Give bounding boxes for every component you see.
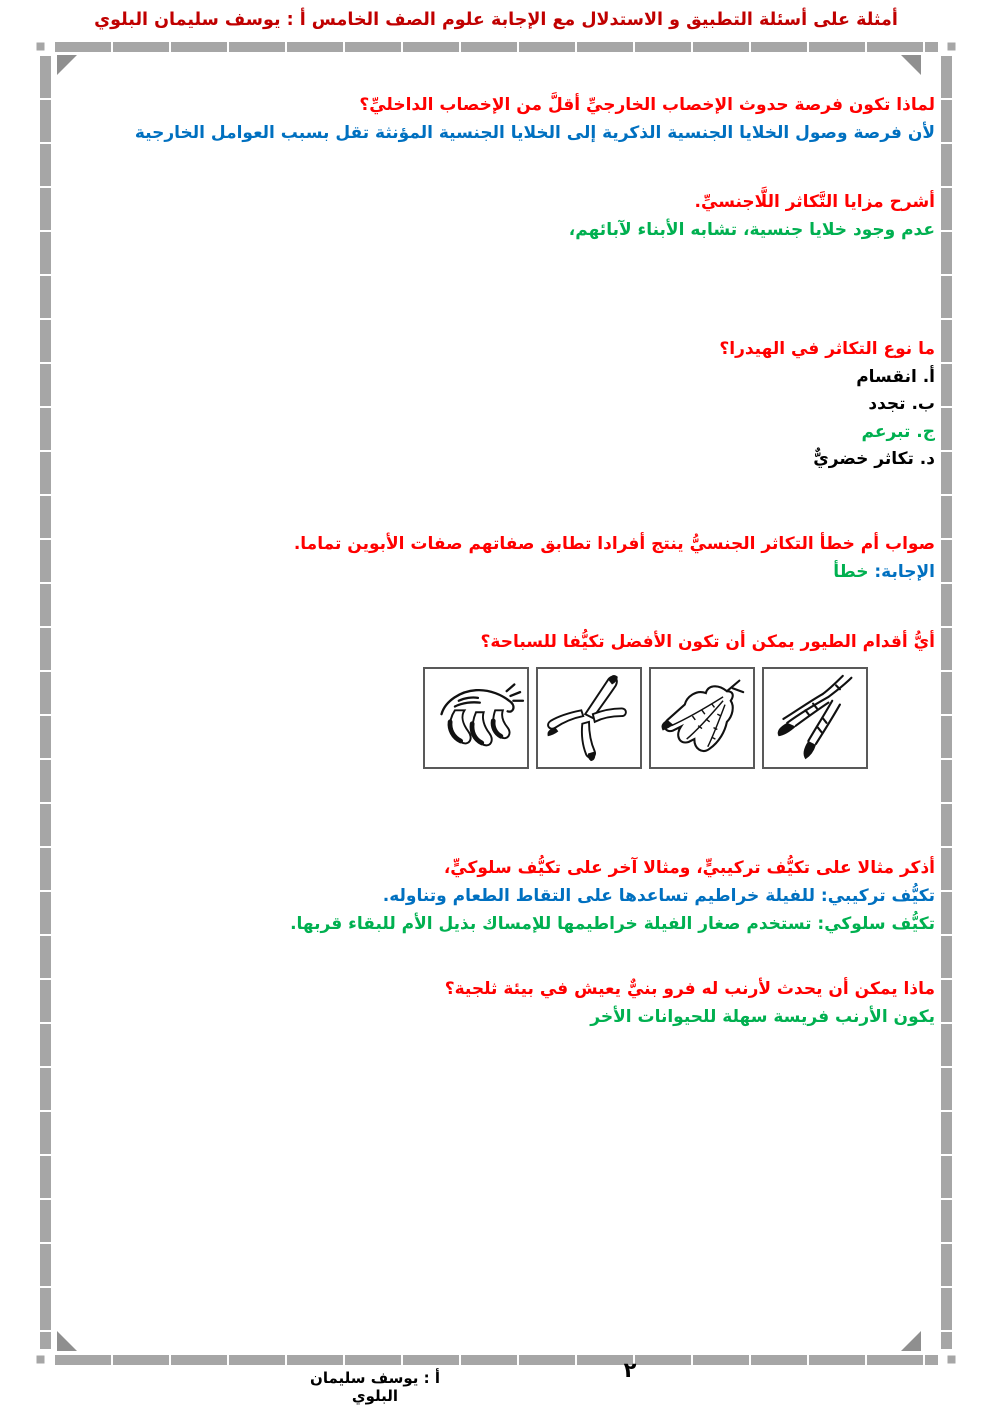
bird-foot-two-long-toes-icon [762,667,868,769]
question-2-text: أشرح مزايا التَّكاثر اللَّاجنسيِّ. [694,192,935,212]
border-triangle-top-right-icon [901,55,921,75]
border-triangle-bottom-left-icon [57,1331,77,1351]
bird-foot-curved-talons-icon [423,667,529,769]
question-5-text: أيُّ أقدام الطيور يمكن أن تكون الأفضل تكيُّفا للسباحة؟ [480,632,935,652]
option-d: د. تكاثر خضريٌّ [813,449,935,469]
option-b: ب. تجدد [868,394,935,414]
border-corner-square-top-left [35,41,46,52]
border-corner-square-bottom-left [35,1354,46,1365]
question-block-5 [70,629,935,657]
answer-6-structural: تكيُّف تركيبي: للفيلة خراطيم تساعدها على التقاط الطعام وتناوله. [382,886,935,906]
question-7-text: ماذا يمكن أن يحدث لأرنب له فرو بنيٌّ يعيش في بيئة ثلجية؟ [444,979,935,999]
page-header-title: أمثلة على أسئلة التطبيق و الاستدلال مع الإجابة علوم الصف الخامس أ : يوسف سليمان البلوي [94,10,898,30]
question-1-text: لماذا تكون فرصة حدوث الإخصاب الخارجيِّ أقلَّ من الإخصاب الداخليِّ؟ [359,95,935,115]
answer-6-behavioral: تكيُّف سلوكي: تستخدم صغار الفيلة خراطيمها للإمساك بذيل الأم للبقاء قربها. [290,914,935,934]
footer-page-number: ٢ [623,1358,637,1382]
page-border-left [40,56,51,1349]
question-3-text: ما نوع التكاثر في الهيدرا؟ [719,339,935,359]
bird-feet-figures-row [423,667,868,769]
question-block-2 [70,189,935,244]
answer-4-label: الإجابة: [868,561,935,582]
answer-4-line [70,559,935,587]
answer-1-text: لأن فرصة وصول الخلايا الجنسية الذكرية إلى الخلايا الجنسية المؤنثة تقل بسبب العوامل الخارجية [134,122,935,143]
answer-4-value: خطأ [833,561,869,582]
question-block-3 [70,336,935,474]
option-c-correct: ج. تبرعم [861,421,935,442]
bird-foot-spread-star-toes-icon [536,667,642,769]
page-border-right [941,56,952,1349]
question-block-4 [70,531,935,586]
border-triangle-bottom-right-icon [901,1331,921,1351]
question-6-text: أذكر مثالا على تكيُّف تركيبيٍّ، ومثالا آخر على تكيُّف سلوكيٍّ، [443,858,935,878]
footer-author-name: أ : يوسف سليمان البلوي [310,1369,440,1405]
border-corner-square-bottom-right [946,1354,957,1365]
page-border-bottom [55,1355,938,1365]
answer-7-text: يكون الأرنب فريسة سهلة للحيوانات الأخر [590,1006,935,1027]
border-triangle-top-left-icon [57,55,77,75]
bird-foot-webbed-icon [649,667,755,769]
option-a: أ. انقسام [856,366,935,387]
question-block-6 [70,854,935,938]
border-corner-square-top-right [946,41,957,52]
question-4-text: صواب أم خطأ التكاثر الجنسيُّ ينتج أفرادا تطابق صفاتهم صفات الأبوين تماما. [293,534,935,554]
question-block-1 [70,92,935,147]
page-border-top [55,42,938,52]
question-block-7 [70,976,935,1031]
answer-2-text: عدم وجود خلايا جنسية، تشابه الأبناء لآبائهم، [568,219,935,240]
